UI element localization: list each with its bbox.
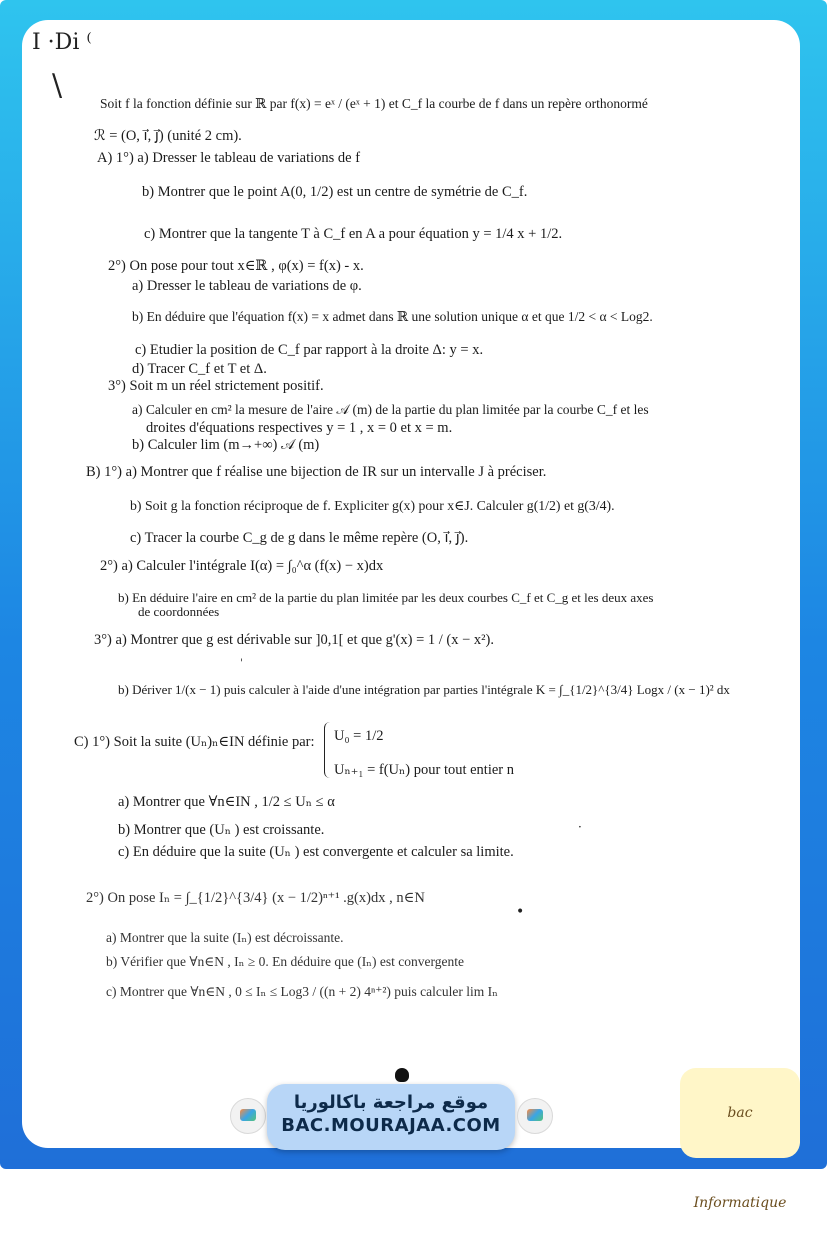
c-q1: C) 1°) Soit la suite (Uₙ)ₙ∈IN définie par: [74,734,315,750]
b-q3a: 3°) a) Montrer que g est dérivable sur ]0,1[ et que g'(x) = 1 / (x − x²). [94,632,494,648]
dot-mark-3: • [516,904,525,920]
c-system-line-1: U₀ = 1/2 [334,728,384,744]
header-scribble: I ·Di ⁽ [32,30,92,55]
site-url[interactable]: BAC.MOURAJAA.COM [281,1115,501,1136]
b-q2a: 2°) a) Calculer l'intégrale I(α) = ∫₀^α (f(x) − x)dx [100,558,384,574]
a-q3a-line-1: a) Calculer en cm² la mesure de l'aire 𝒜 (m) de la partie du plan limitée par la courbe C_f et les [132,402,649,417]
b-q2b-line-1: b) En déduire l'aire en cm² de la partie du plan limitée par les deux courbes C_f et C_g et les deux axes [118,590,654,605]
a-q1c: c) Montrer que la tangente T à C_f en A a pour équation y = 1/4 x + 1/2. [144,226,563,242]
margin-mark: \ [52,68,63,103]
c-q1c: c) En déduire que la suite (Uₙ ) est convergente et calculer sa limite. [118,844,514,860]
right-logo [517,1098,553,1134]
c-q1b: b) Montrer que (Uₙ ) est croissante. [118,822,325,838]
dot-mark-1: ' [240,658,243,669]
site-banner[interactable] [267,1084,515,1150]
dot-mark-2: · [578,820,582,834]
system-brace [324,722,333,778]
a-q1a: A) 1°) a) Dresser le tableau de variations de f [97,150,361,166]
intro-line-1: Soit f la fonction définie sur ℝ par f(x) = eˣ / (eˣ + 1) et C_f la courbe de f dans un repère orthonormé [100,96,648,111]
intro-line-2: ℛ = (O, i⃗, j⃗) (unité 2 cm). [94,128,242,144]
a-q2a: a) Dresser le tableau de variations de φ. [132,278,362,294]
c-q2c: c) Montrer que ∀n∈N , 0 ≤ Iₙ ≤ Log3 / ((n + 2) 4ⁿ⁺²) puis calculer lim Iₙ [106,984,498,999]
c-q1a: a) Montrer que ∀n∈IN , 1/2 ≤ Uₙ ≤ α [118,794,335,810]
a-q3: 3°) Soit m un réel strictement positif. [108,378,324,394]
site-name-arabic: موقع مراجعة باكالوريا [293,1092,489,1113]
b-q1c: c) Tracer la courbe C_g de g dans le même repère (O, i⃗, j⃗). [130,530,469,546]
a-q2d: d) Tracer C_f et T et Δ. [132,361,267,377]
b-q1a: B) 1°) a) Montrer que f réalise une bijection de IR sur un intervalle J à préciser. [86,464,547,480]
a-q2b: b) En déduire que l'équation f(x) = x admet dans ℝ une solution unique α et que 1/2 < α < Log2. [132,309,653,324]
b-q2b-line-2: de coordonnées [138,604,220,619]
a-q3a-line-2: droites d'équations respectives y = 1 , x = 0 et x = m. [146,420,453,436]
left-logo [230,1098,266,1134]
c-q2: 2°) On pose Iₙ = ∫_{1/2}^{3/4} (x − 1/2)ⁿ⁺¹ .g(x)dx , n∈N [86,890,425,906]
c-system-line-2: Uₙ₊₁ = f(Uₙ) pour tout entier n [334,762,515,778]
a-q1b: b) Montrer que le point A(0, 1/2) est un centre de symétrie de C_f. [142,184,528,200]
b-q1b: b) Soit g la fonction réciproque de f. Expliciter g(x) pour x∈J. Calculer g(1/2) et g(3/4). [130,498,615,513]
bac-informatique-badge: bac Informatique [680,1068,800,1158]
a-q2c: c) Etudier la position de C_f par rapport à la droite Δ: y = x. [135,342,484,358]
figure-icon [395,1068,409,1082]
b-q3b: b) Dériver 1/(x − 1) puis calculer à l'aide d'une intégration par parties l'intégrale K = ∫_{1/2}^{3/4} Logx / (x − 1)² dx [118,682,730,697]
c-q2b: b) Vérifier que ∀n∈N , Iₙ ≥ 0. En déduire que (Iₙ) est convergente [106,954,464,969]
a-q2: 2°) On pose pour tout x∈ℝ , φ(x) = f(x) - x. [108,258,364,274]
c-q2a: a) Montrer que la suite (Iₙ) est décroissante. [106,930,344,945]
exam-sheet [22,20,800,1148]
a-q3b: b) Calculer lim (m→+∞) 𝒜 (m) [132,437,320,453]
